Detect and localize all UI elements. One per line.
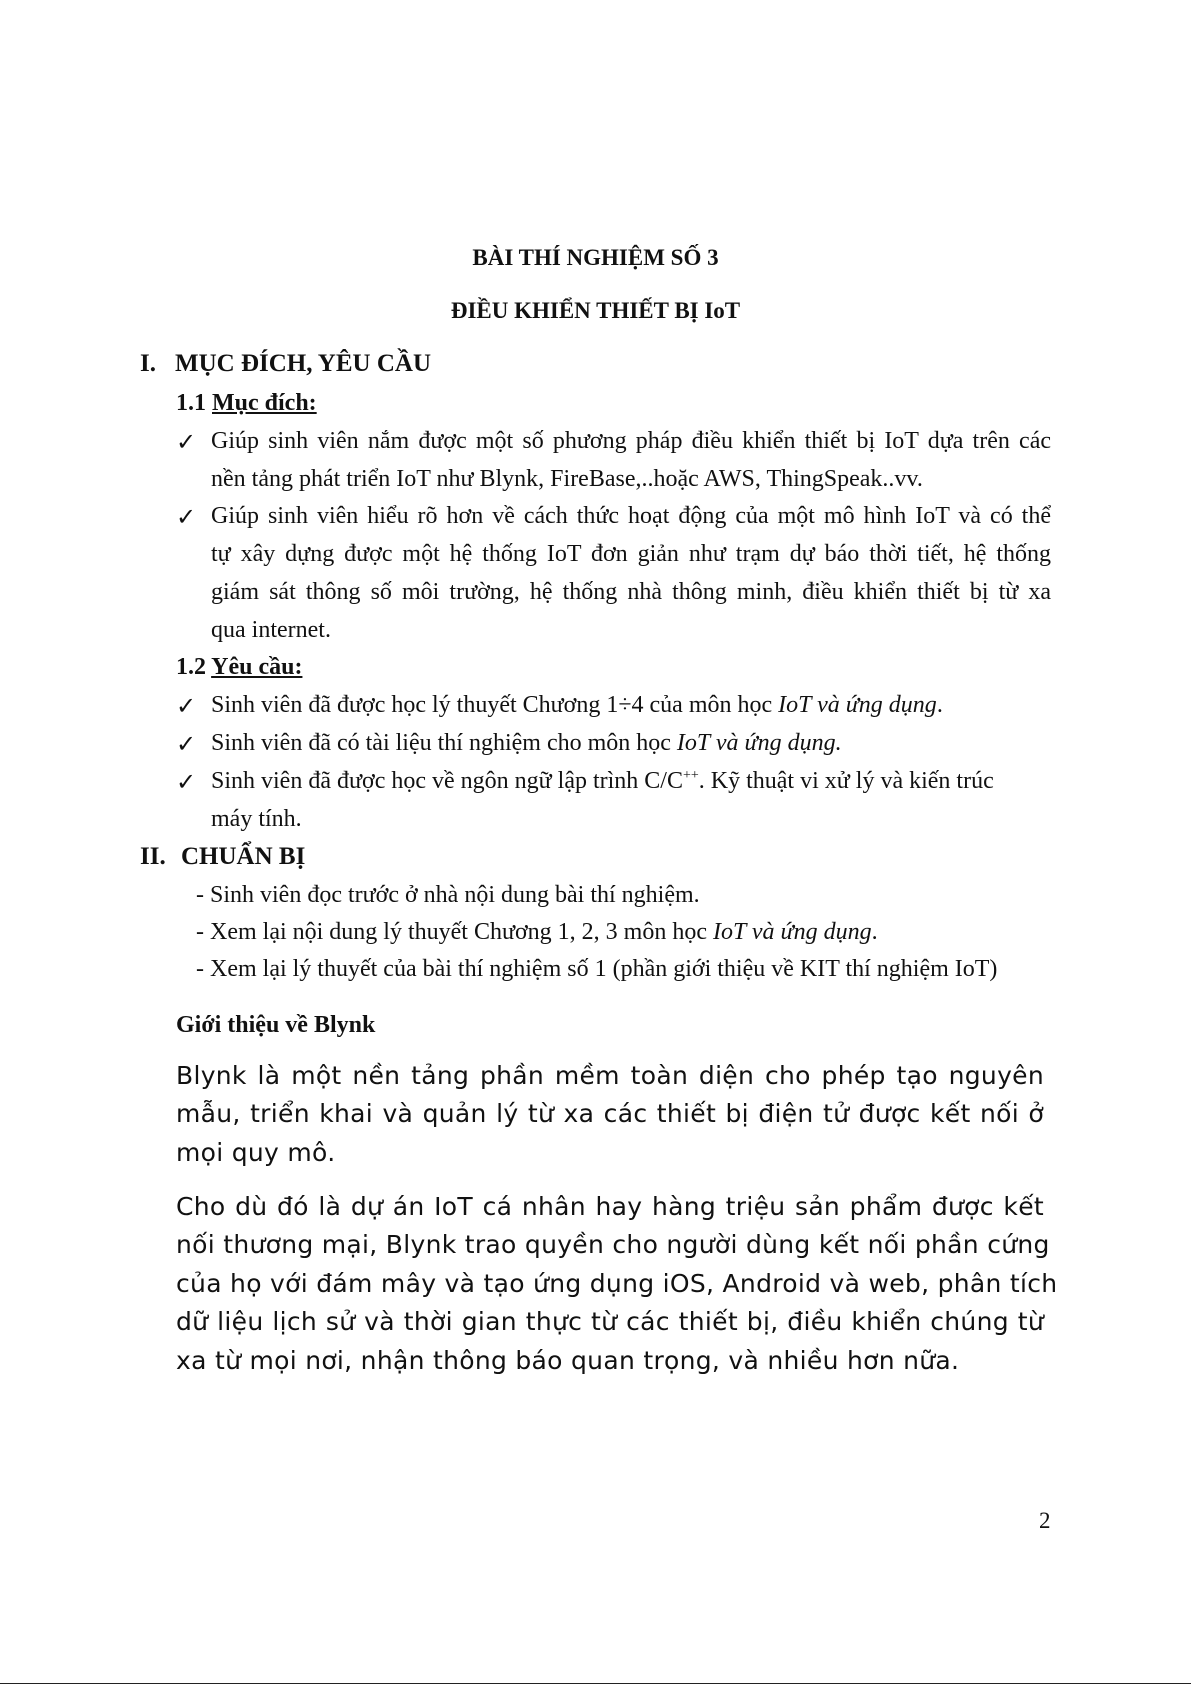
blynk-p1-line-1: Blynk là một nền tảng phần mềm toàn diện cho phép tạo nguyên [176, 1061, 1044, 1090]
page-number: 2 [1039, 1508, 1051, 1533]
requirement-item-2-course: IoT và ứng dụng. [676, 730, 842, 756]
check-icon: ✓ [176, 428, 197, 456]
requirement-item-3-superscript: ++ [682, 768, 699, 783]
subsection-1-2-label: Yêu cầu: [211, 654, 303, 680]
purpose-item-2-line-1: Giúp sinh viên hiểu rõ hơn về cách thức hoạt động của một mô hình IoT và có thể [211, 503, 1051, 529]
blynk-p2-line-3: của họ với đám mây và tạo ứng dụng iOS, Android và web, phân tích [176, 1269, 1058, 1298]
check-icon: ✓ [176, 768, 197, 796]
blynk-heading: Giới thiệu về Blynk [176, 1012, 376, 1038]
prep-item-2 [196, 919, 878, 946]
blynk-p2-line-1: Cho dù đó là dự án IoT cá nhân hay hàng triệu sản phẩm được kết [176, 1192, 1044, 1221]
purpose-item-1-line-1: Giúp sinh viên nắm được một số phương pháp điều khiển thiết bị IoT dựa trên các [211, 428, 1051, 454]
blynk-p2-line-2: nối thương mại, Blynk trao quyền cho người dùng kết nối phần cứng [176, 1230, 1050, 1259]
check-icon: ✓ [176, 730, 197, 758]
purpose-item-1-line-2: nền tảng phát triển IoT như Blynk, FireBase,..hoặc AWS, ThingSpeak..vv. [211, 466, 923, 492]
section-2-number: II. [140, 843, 166, 870]
subsection-1-1-label: Mục đích: [212, 390, 317, 416]
section-1-heading: MỤC ĐÍCH, YÊU CẦU [175, 350, 432, 377]
subsection-1-1-number: 1.1 [176, 390, 206, 416]
prep-item-2-course: IoT và ứng dụng [712, 919, 872, 945]
prep-item-1: - Sinh viên đọc trước ở nhà nội dung bài thí nghiệm. [196, 882, 700, 908]
requirement-item-1-text: Sinh viên đã được học lý thuyết Chương 1÷4 của môn học [211, 692, 779, 718]
requirement-item-2-text: Sinh viên đã có tài liệu thí nghiệm cho môn học [211, 730, 677, 756]
blynk-p1-line-2: mẫu, triển khai và quản lý từ xa các thiết bị điện tử được kết nối ở [176, 1099, 1044, 1128]
purpose-item-2-line-2: tự xây dựng được một hệ thống IoT đơn giản như trạm dự báo thời tiết, hệ thống [211, 541, 1051, 567]
subsection-1-2-number: 1.2 [176, 654, 206, 680]
purpose-item-2-line-3: giám sát thông số môi trường, hệ thống nhà thông minh, điều khiển thiết bị từ xa [211, 579, 1051, 605]
prep-item-3: - Xem lại lý thuyết của bài thí nghiệm số 1 (phần giới thiệu về KIT thí nghiệm IoT) [196, 956, 998, 982]
page-subtitle: ĐIỀU KHIỂN THIẾT BỊ IoT [450, 298, 741, 323]
check-icon: ✓ [176, 692, 197, 720]
requirement-item-3-text: Sinh viên đã được học về ngôn ngữ lập trình C/C [211, 768, 683, 794]
requirement-item-2 [211, 730, 842, 757]
blynk-p2-line-4: dữ liệu lịch sử và thời gian thực từ các thiết bị, điều khiển chúng từ [176, 1307, 1044, 1336]
requirement-item-3 [211, 768, 994, 795]
page-bottom-rule [0, 1683, 1191, 1684]
requirement-item-1-course: IoT và ứng dụng [778, 692, 937, 718]
requirement-item-1 [211, 692, 943, 719]
section-1-number: I. [140, 350, 156, 377]
requirement-item-3-rest: . Kỹ thuật vi xử lý và kiến trúc [698, 768, 994, 794]
prep-item-2-end: . [871, 919, 878, 945]
purpose-item-2-line-4: qua internet. [211, 617, 331, 643]
requirement-item-1-end: . [936, 692, 943, 718]
section-2-heading: CHUẨN BỊ [181, 843, 306, 870]
blynk-p2-line-5: xa từ mọi nơi, nhận thông báo quan trọng, và nhiều hơn nữa. [176, 1346, 960, 1375]
prep-item-2-text: - Xem lại nội dung lý thuyết Chương 1, 2, 3 môn học [196, 919, 713, 945]
page-title: BÀI THÍ NGHIỆM SỐ 3 [472, 245, 719, 270]
subsection-1-1-heading [176, 390, 317, 417]
subsection-1-2-heading [176, 654, 302, 681]
blynk-p1-line-3: mọi quy mô. [176, 1138, 336, 1167]
check-icon: ✓ [176, 503, 197, 531]
requirement-item-3-line-2: máy tính. [211, 806, 302, 832]
